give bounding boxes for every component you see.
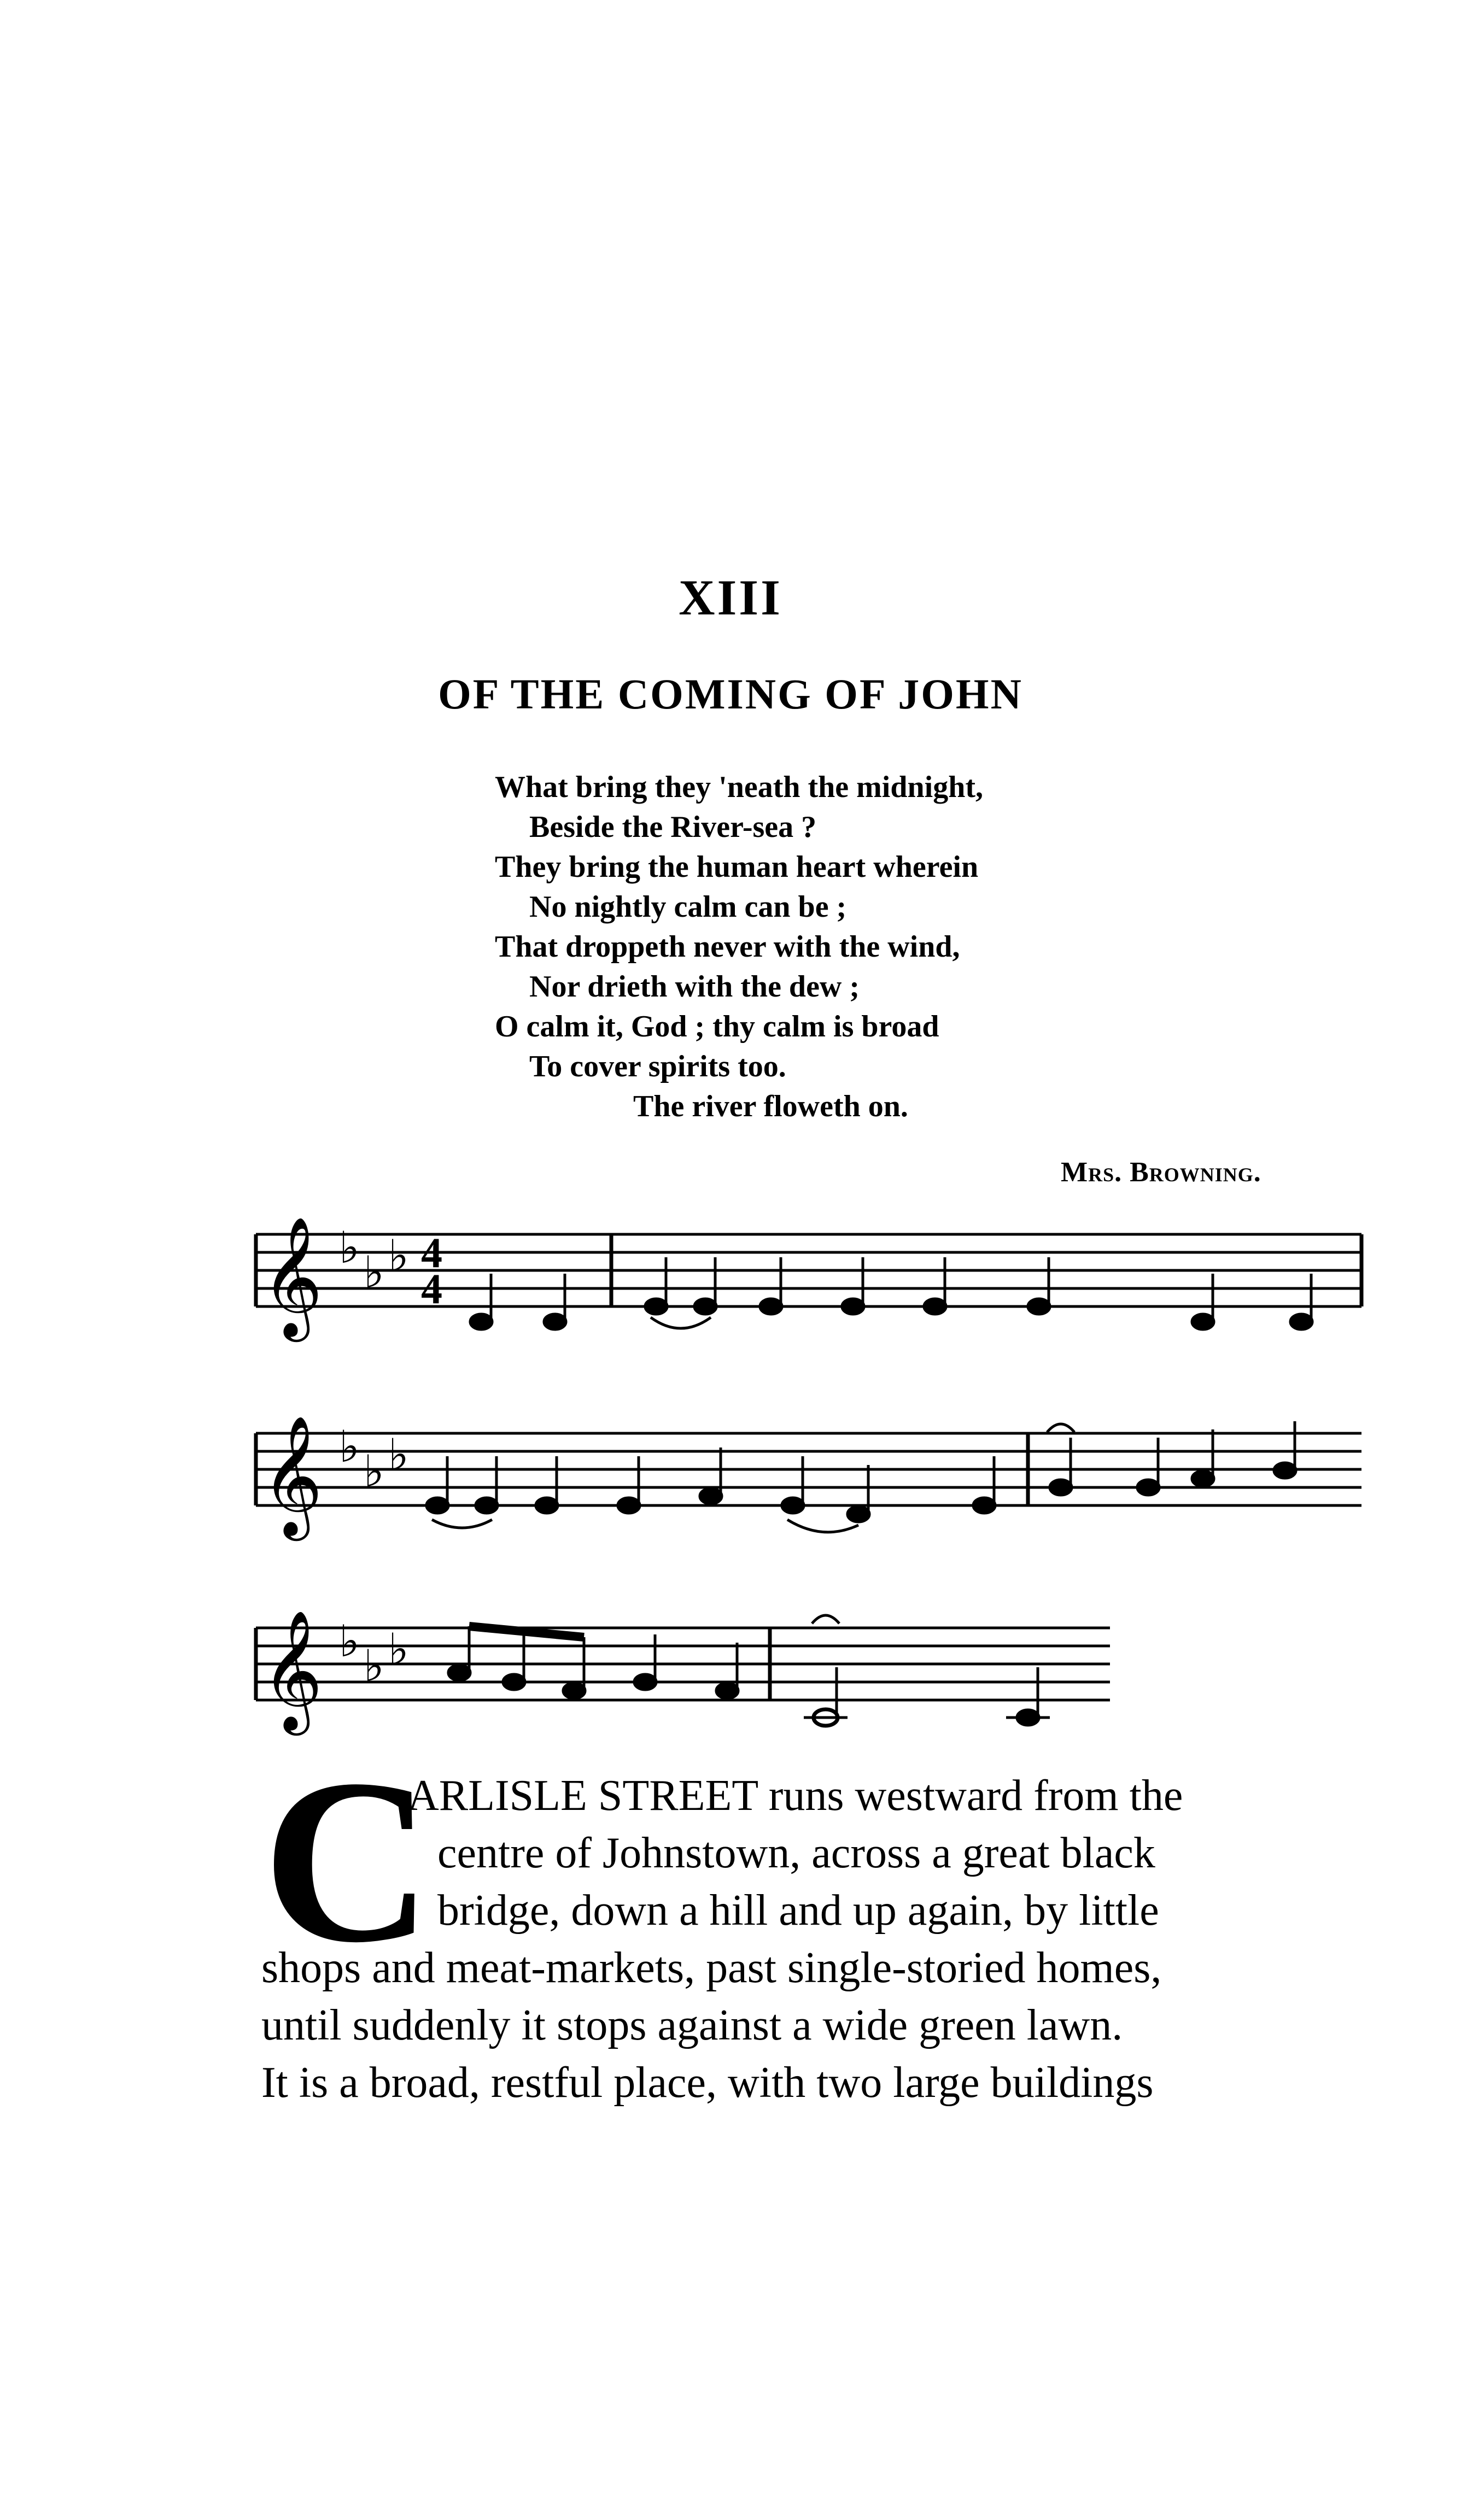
flat-icon: ♭: [388, 1624, 409, 1675]
epigraph-line: They bring the human heart wherein: [495, 850, 979, 884]
flat-icon: ♭: [364, 1247, 384, 1298]
treble-clef-icon: 𝄞: [261, 1216, 323, 1337]
drop-cap: C: [262, 1731, 433, 1991]
body-line: shops and meat-markets, past single-storied homes,: [261, 1944, 1162, 1992]
epigraph-line: Beside the River-sea ?: [529, 810, 817, 844]
chapter-title: OF THE COMING OF JOHN: [438, 670, 1023, 718]
epigraph-attribution: Mrs. Browning.: [1061, 1157, 1261, 1188]
flat-icon: ♭: [339, 1421, 360, 1472]
treble-clef-icon: 𝄞: [261, 1609, 323, 1730]
body-line: centre of Johnstown, across a great black: [437, 1829, 1155, 1877]
epigraph-line: No nightly calm can be ;: [529, 890, 847, 924]
flat-icon: ♭: [388, 1230, 409, 1281]
flat-icon: ♭: [364, 1640, 384, 1691]
body-line: It is a broad, restful place, with two large buildings: [261, 2059, 1154, 2107]
chapter-number: XIII: [679, 570, 782, 625]
flat-icon: ♭: [339, 1616, 360, 1667]
epigraph-line: That droppeth never with the wind,: [495, 930, 960, 964]
time-signature-bottom: 4: [421, 1265, 442, 1312]
body-line: bridge, down a hill and up again, by little: [437, 1886, 1159, 1935]
flat-icon: ♭: [339, 1222, 360, 1273]
body-line: ARLISLE STREET runs westward from the: [407, 1772, 1183, 1820]
epigraph-line: Nor drieth with the dew ;: [529, 970, 860, 1004]
body-line: until suddenly it stops against a wide green lawn.: [261, 2001, 1123, 2049]
epigraph-line: The river floweth on.: [633, 1089, 908, 1123]
time-signature-top: 4: [421, 1229, 442, 1276]
flat-icon: ♭: [388, 1429, 409, 1480]
epigraph-line: To cover spirits too.: [529, 1050, 786, 1083]
flat-icon: ♭: [364, 1446, 384, 1497]
epigraph-line: O calm it, God ; thy calm is broad: [495, 1010, 939, 1044]
epigraph-line: What bring they 'neath the midnight,: [495, 770, 983, 804]
treble-clef-icon: 𝄞: [261, 1415, 323, 1536]
